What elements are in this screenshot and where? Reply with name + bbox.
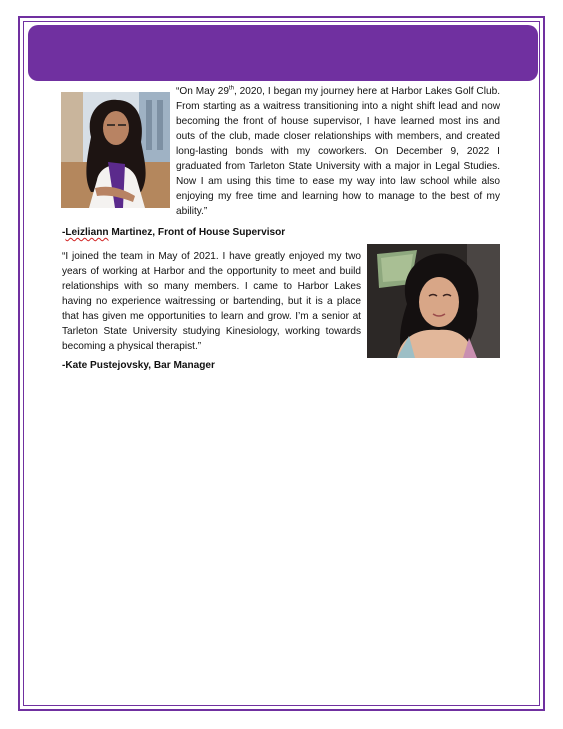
kate-photo xyxy=(367,244,500,358)
portrait-image-2 xyxy=(367,244,500,358)
testimonial-2-signature: -Kate Pustejovsky, Bar Manager xyxy=(62,360,215,371)
leizliann-photo xyxy=(61,92,170,208)
testimonial-1-text: “On May 29th, 2020, I began my journey here at Harbor Lakes Golf Club. From starting as a waitress transitioning into a night shift lead and now becoming the front of house supervisor, I have learned most ins and outs of the club, made closer relationships with members, and created long-lasting bonds with my coworkers. On December 9, 2022 I graduated from Tarleton State University with a major in Legal Studies. Now I am using this time to ease my way into law school while also enjoying my free time and learning how to manage to the best of my ability.” xyxy=(176,85,500,217)
testimonial-2-text: “I joined the team in May of 2021. I have greatly enjoyed my two years of working at Harbor and the opportunity to meet and build relationships with so many members. I came to Harbor Lakes having no experience waitressing or bartending, but it is a place that has given me opportunities to learn and grow. I’m a senior at Tarleton State University studying Kinesiology, working towards becoming a physical therapist.” xyxy=(62,251,361,352)
spellcheck-underlined-name: Leizliann xyxy=(65,227,109,238)
header-banner xyxy=(28,25,538,81)
testimonial-1-signature: -Leizliann Martinez, Front of House Supervisor xyxy=(62,227,286,238)
portrait-image-1 xyxy=(61,92,170,208)
